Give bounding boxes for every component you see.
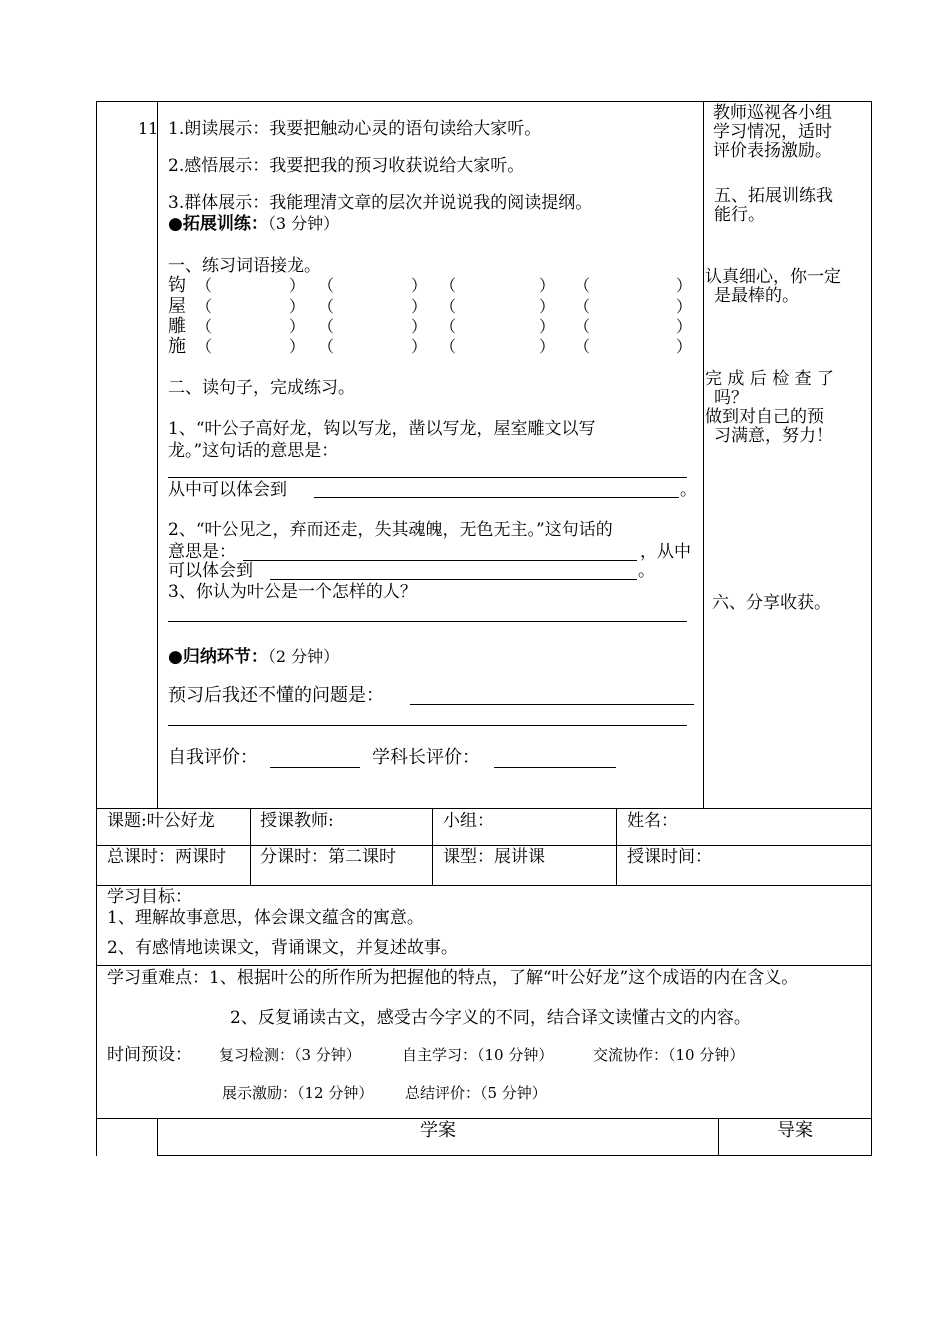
time-plan-review: 复习检测：（3 分钟） [219,1046,361,1064]
chain-blank-close: ） [539,297,556,316]
guide-note-3 [705,268,841,306]
leader-eval-label: 学科长评价： [372,747,480,768]
question-label: 预习后我还不懂的问题是： [168,685,384,706]
chain-blank-close: ） [539,317,556,336]
chain-blank-close: ） [539,337,556,356]
chain-blank-close: ） [539,276,556,295]
guide-note-4-line-2: 吗？ [714,388,748,408]
chain-start-word: 屋 [168,296,186,317]
question-1-line-1: 1、“叶公子高好龙，钩以写龙，凿以写龙，屋室雕文以写 [168,419,596,439]
info-teacher: 授课教师: [260,811,334,831]
question-2-period: 。 [638,561,655,581]
time-plan-summary: 总结评价：（5 分钟） [405,1084,547,1102]
chain-start-word: 施 [168,336,186,357]
info-total-hours: 总课时：两课时 [107,847,226,867]
bottom-row-border [157,1155,872,1156]
summary-heading: ●归纳环节： [168,647,268,667]
chain-blank-open[interactable]: （ [196,317,213,336]
chain-blank-open[interactable]: （ [440,276,457,295]
chain-blank-open[interactable]: （ [318,317,335,336]
question-2-line-2-tail: ，从中 [640,542,691,562]
show-item-2: 2.感悟展示：我要把我的预习收获说给大家听。 [168,156,525,176]
guide-note-2 [714,187,833,225]
chain-blank-open[interactable]: （ [440,337,457,356]
difficulty-bottom-border [96,1118,872,1119]
guide-column-divider [703,101,704,809]
chain-blank-close: ） [676,276,693,295]
question-2-meaning-label: 意思是： [168,542,236,562]
info-group: 小组： [443,811,494,831]
chain-blank-close: ） [676,317,693,336]
chain-blank-close: ） [676,337,693,356]
guide-note-4-line-1: 完 成 后 检 查 了 [705,369,835,389]
question-2-feel-label: 可以体会到 [168,561,253,581]
summary-section [168,649,339,666]
chain-blank-open[interactable]: （ [574,317,591,336]
info-lesson-time: 授课时间： [627,847,712,867]
chain-blank-close: ） [411,317,428,336]
extend-section [168,216,339,233]
guide-note-4-line-3: 做到对自己的预 [705,407,824,427]
leader-eval-line[interactable] [494,767,616,768]
difficulty-line-1: 学习重难点：1、根据叶公的所作所为把握他的特点，了解“叶公好龙”这个成语的内在含义。 [107,968,799,988]
question-1-period: 。 [680,480,697,500]
question-3-answer-line[interactable] [168,621,687,622]
chain-blank-close: ） [411,276,428,295]
upper-table-bottom-border [96,808,872,809]
guide-note-3-line-1: 认真细心，你一定 [705,267,841,287]
show-item-1: 1.朗读展示：我要把触动心灵的语句读给大家听。 [168,119,542,139]
exercise-1-title: 一、练习词语接龙。 [168,256,321,276]
question-answer-line[interactable] [410,704,694,705]
row-number: 11 [138,119,159,138]
chain-blank-close: ） [289,276,306,295]
guide-note-1-line-2: 学习情况，适时 [713,122,832,142]
difficulty-line-2: 2、反复诵读古文，感受古今字义的不同，结合译文读懂古文的内容。 [230,1008,751,1028]
chain-blank-open[interactable]: （ [318,276,335,295]
goals-bottom-border [96,965,872,966]
extend-time: （3 分钟） [267,214,340,233]
question-1-answer-line[interactable] [168,477,687,478]
question-1-line-2: 龙。”这句话的意思是： [168,441,339,461]
chain-blank-close: ） [411,297,428,316]
question-2-feel-line[interactable] [270,579,637,580]
exercise-2-title: 二、读句子，完成练习。 [168,378,355,398]
time-plan-display: 展示激励：（12 分钟） [222,1084,374,1102]
chain-blank-open[interactable]: （ [440,317,457,336]
goal-item-2: 2、有感情地读课文，背诵课文，并复述故事。 [107,938,458,958]
summary-time: （2 分钟） [267,647,340,666]
guide-note-2-line-1: 五、拓展训练我 [714,186,833,206]
chain-blank-open[interactable]: （ [440,297,457,316]
number-column-divider [157,101,158,809]
chain-blank-close: ） [289,337,306,356]
study-plan-header: 学案 [420,1120,456,1141]
chain-start-word: 钩 [168,275,186,296]
question-1-feel-label: 从中可以体会到 [168,480,287,500]
time-plan-self-study: 自主学习：（10 分钟） [402,1046,554,1064]
show-item-3: 3.群体展示：我能理清文章的层次并说说我的阅读提纲。 [168,193,593,213]
chain-blank-close: ） [411,337,428,356]
question-2-meaning-line[interactable] [243,560,637,561]
info-row-divider [96,845,872,846]
guide-note-1 [713,104,832,161]
bottom-col-divider-1 [157,1118,158,1156]
time-plan-label: 时间预设： [107,1045,192,1065]
chain-blank-open[interactable]: （ [196,337,213,356]
guide-note-4-line-4: 习满意，努力！ [714,426,833,446]
chain-blank-open[interactable]: （ [318,337,335,356]
guide-note-4 [705,370,834,446]
chain-blank-open[interactable]: （ [574,337,591,356]
table-left-border [96,101,97,1156]
guide-note-5: 六、分享收获。 [712,593,831,613]
guide-note-2-line-2: 能行。 [714,205,765,225]
chain-blank-open[interactable]: （ [574,276,591,295]
info-bottom-border [96,885,872,886]
upper-table-top-border [96,101,872,102]
chain-blank-open[interactable]: （ [318,297,335,316]
chain-start-word: 雕 [168,316,186,337]
chain-blank-open[interactable]: （ [574,297,591,316]
question-1-feel-line[interactable] [314,497,679,498]
guide-plan-header: 导案 [777,1120,813,1141]
extend-heading: ●拓展训练： [168,214,268,234]
chain-blank-close: ） [676,297,693,316]
info-col-divider-3 [616,808,617,886]
self-eval-line[interactable] [270,767,360,768]
info-lesson-type: 课型：展讲课 [443,847,545,867]
chain-blank-open[interactable]: （ [196,276,213,295]
self-eval-label: 自我评价： [168,747,258,768]
chain-blank-close: ） [289,297,306,316]
goals-title: 学习目标： [107,887,192,907]
guide-note-1-line-3: 评价表扬激励。 [713,141,832,161]
chain-blank-open[interactable]: （ [196,297,213,316]
goal-item-1: 1、理解故事意思，体会课文蕴含的寓意。 [107,908,424,928]
guide-note-3-line-2: 是最棒的。 [714,286,799,306]
table-right-border [871,101,872,1156]
info-sub-hours: 分课时：第二课时 [260,847,396,867]
bottom-col-divider-2 [718,1118,719,1156]
chain-blank-close: ） [289,317,306,336]
info-name: 姓名： [627,811,678,831]
info-col-divider-1 [250,808,251,886]
info-topic: 课题:叶公好龙 [107,811,215,831]
question-3: 3、你认为叶公是一个怎样的人？ [168,582,417,602]
guide-note-1-line-1: 教师巡视各小组 [713,103,832,123]
question-answer-line-2[interactable] [168,725,687,726]
time-plan-exchange: 交流协作：（10 分钟） [593,1046,745,1064]
question-2-line-1: 2、“叶公见之，弃而还走，失其魂魄，无色无主。”这句话的 [168,520,613,540]
info-col-divider-2 [432,808,433,886]
